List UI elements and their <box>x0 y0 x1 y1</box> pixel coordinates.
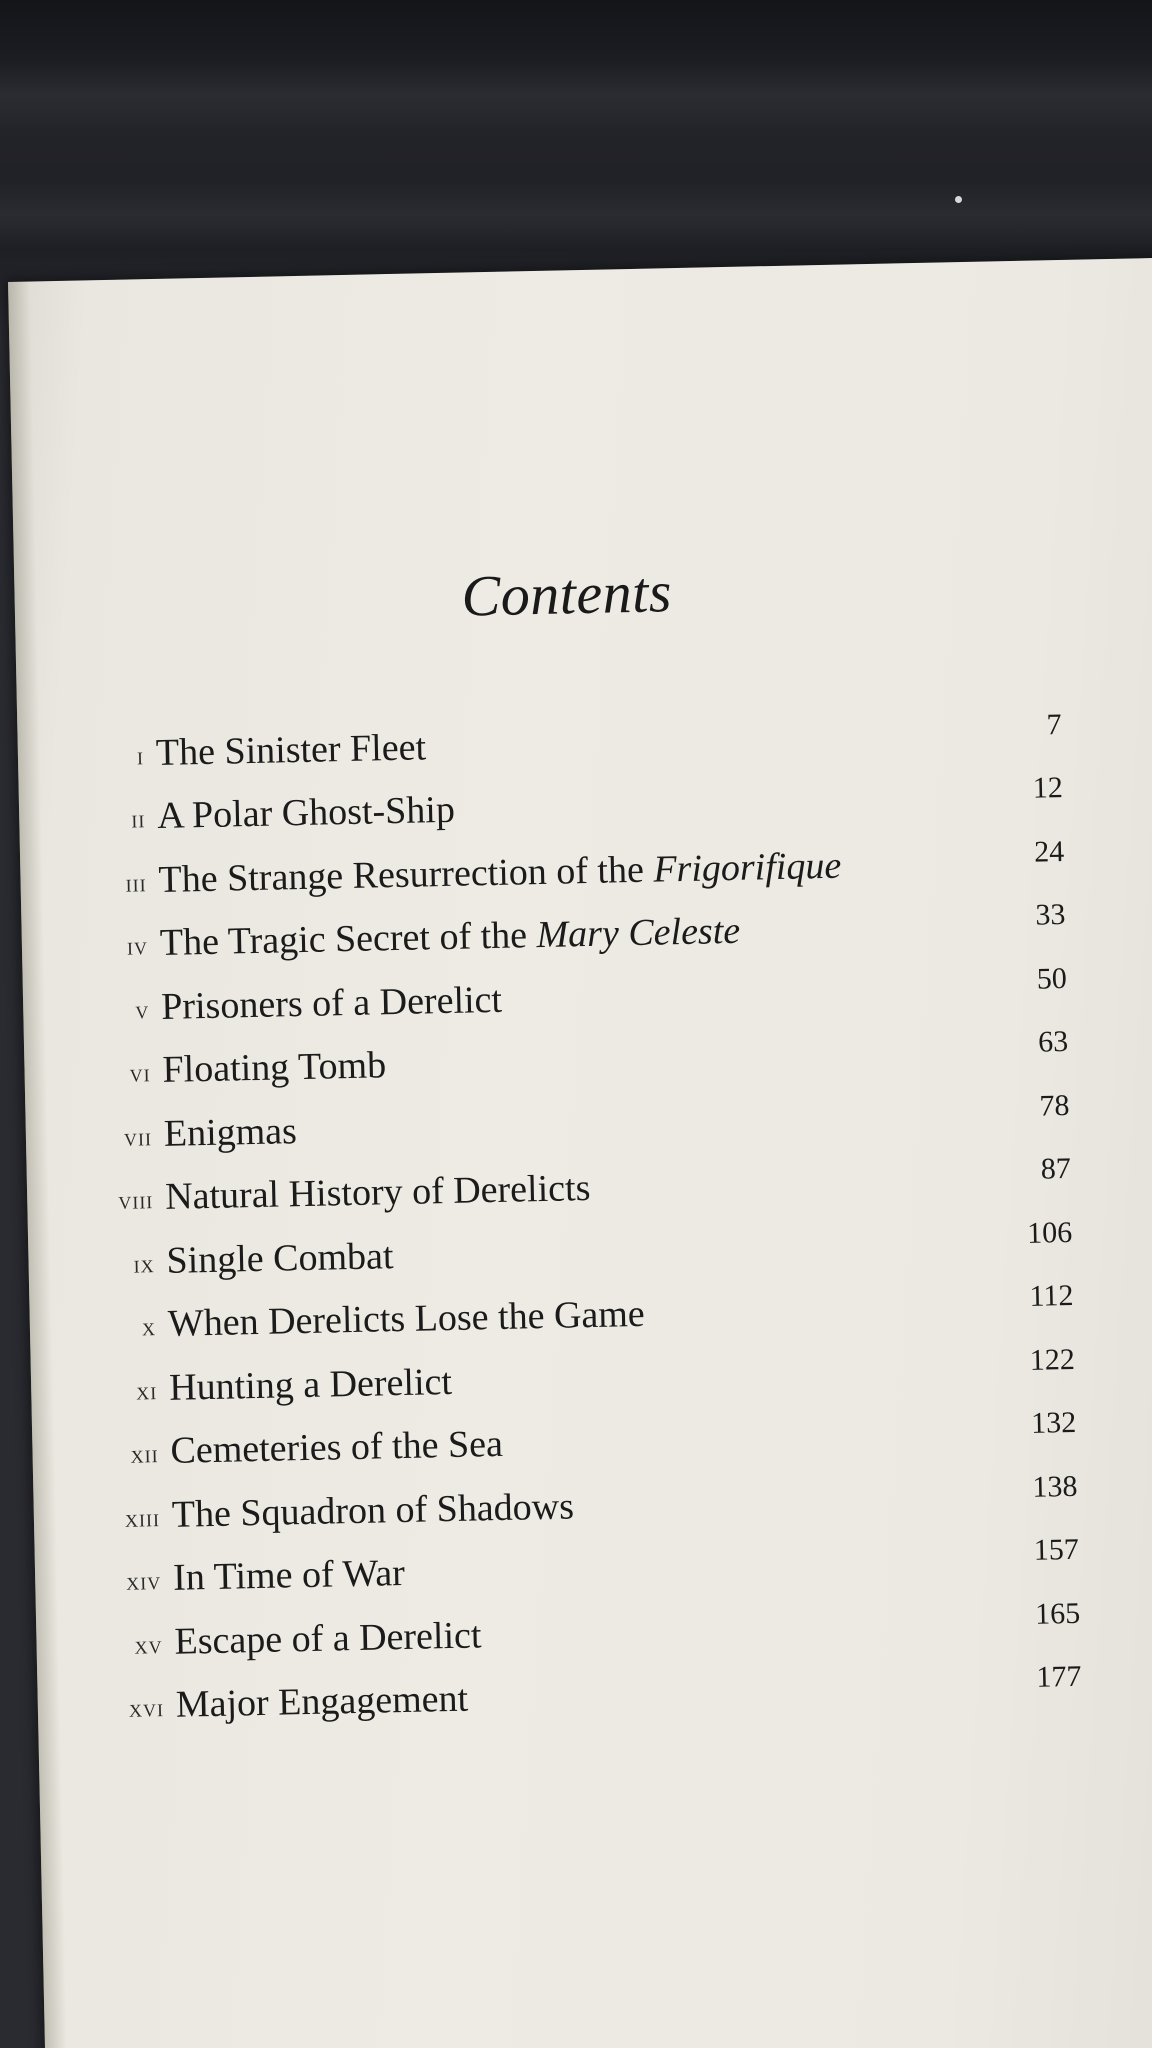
chapter-title <box>165 1166 591 1219</box>
chapter-title <box>157 788 456 838</box>
chapter-numeral: xvi <box>128 1693 165 1723</box>
chapter-title-text: Single Combat <box>166 1234 394 1282</box>
chapter-title-text: A Polar Ghost-Ship <box>156 788 456 837</box>
page-number: 50 <box>1036 961 1068 996</box>
chapter-title <box>161 977 503 1028</box>
chapter-title-text: Natural History of Derelicts <box>164 1167 591 1218</box>
chapter-numeral: vii <box>123 1121 153 1152</box>
chapter-numeral: viii <box>117 1185 154 1215</box>
chapter-numeral: ii <box>130 804 146 834</box>
chapter-title <box>173 1551 406 1600</box>
chapter-title <box>158 843 842 901</box>
table-of-contents <box>17 698 1152 1738</box>
page-number: 7 <box>1046 707 1062 741</box>
page-number: 132 <box>1030 1405 1077 1440</box>
book-page <box>8 258 1152 2048</box>
chapter-title-text: The Tragic Secret of the <box>159 914 537 964</box>
chapter-numeral: vi <box>129 1058 151 1088</box>
chapter-title <box>159 909 740 965</box>
page-number: 106 <box>1026 1215 1073 1250</box>
chapter-title-text: In Time of War <box>172 1551 406 1599</box>
page-number: 138 <box>1032 1469 1078 1504</box>
contents-title: Contents <box>460 559 673 629</box>
chapter-numeral: xv <box>134 1629 163 1660</box>
chapter-title <box>169 1359 453 1409</box>
chapter-title <box>162 1043 386 1092</box>
chapter-numeral: xiii <box>124 1502 161 1533</box>
chapter-title-italic: Mary Celeste <box>536 909 741 957</box>
chapter-title-text: Floating Tomb <box>162 1044 387 1091</box>
chapter-numeral: x <box>141 1312 157 1342</box>
page-number: 157 <box>1033 1532 1080 1567</box>
chapter-title <box>163 1109 297 1156</box>
page-number: 122 <box>1029 1342 1076 1377</box>
chapter-numeral: ix <box>133 1248 155 1279</box>
chapter-title <box>175 1677 468 1727</box>
chapter-title-text: Hunting a Derelict <box>168 1360 453 1409</box>
chapter-title-text: The Squadron of Shadows <box>171 1484 575 1536</box>
page-number: 24 <box>1033 834 1065 869</box>
page-number: 87 <box>1040 1151 1072 1186</box>
background-fabric <box>0 60 1152 130</box>
chapter-title <box>171 1484 574 1536</box>
chapter-title <box>170 1422 503 1473</box>
chapter-numeral: iv <box>126 931 149 961</box>
chapter-title-text: The Sinister Fleet <box>155 725 427 774</box>
chapter-title-text: When Derelicts Lose the Game <box>167 1292 646 1345</box>
chapter-title-text: Major Engagement <box>175 1677 469 1726</box>
chapter-numeral: iii <box>125 867 147 898</box>
page-number: 177 <box>1036 1659 1082 1694</box>
page-number: 63 <box>1037 1024 1069 1059</box>
chapter-title-text: Enigmas <box>163 1109 298 1155</box>
chapter-title-text: Cemeteries of the Sea <box>170 1422 504 1472</box>
chapter-numeral: xii <box>130 1439 159 1469</box>
chapter-title-text: Escape of a Derelict <box>174 1613 482 1663</box>
chapter-title-text: Prisoners of a Derelict <box>160 978 503 1028</box>
chapter-numeral: xi <box>135 1375 158 1406</box>
page-number: 33 <box>1035 897 1066 932</box>
chapter-title <box>166 1234 394 1283</box>
chapter-numeral: i <box>136 740 145 770</box>
page-number: 78 <box>1039 1088 1070 1123</box>
chapter-numeral: xiv <box>125 1566 162 1596</box>
chapter-title <box>167 1292 645 1346</box>
chapter-title-text: The Strange Resurrection of the <box>158 848 654 901</box>
chapter-numeral: v <box>134 994 150 1024</box>
page-number: 112 <box>1029 1278 1074 1313</box>
chapter-title-italic: Frigorifique <box>652 844 842 891</box>
chapter-title <box>155 725 426 775</box>
page-number: 12 <box>1032 771 1064 805</box>
chapter-title <box>174 1613 482 1663</box>
page-number: 165 <box>1034 1596 1081 1631</box>
fabric-speck <box>955 196 962 203</box>
background-fabric-fold <box>0 180 1152 250</box>
